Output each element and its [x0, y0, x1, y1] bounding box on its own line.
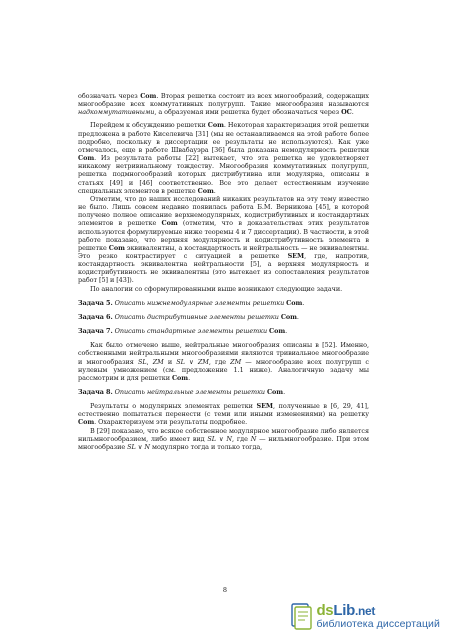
book-icon: [290, 602, 312, 630]
paragraph: Перейдем к обсуждению решетки Com. Некоторая характеризация этой решетки предложена в работе Киселевича [31] (мы не останавливаемся на этой работе более подробно, поскольку в диссертации ее результаты не используются). Как уже отмечалось, еще в работе Швабауэра [36] была доказана немодулярность решетки Com. Из результата работы [22] вытекает, что эта решетка не удовлетворяет никакому нетривиальному тождеству. Многообразия коммутативных полугрупп, решетка подмногообразий которых дистрибутивна или модулярна, описаны в статьях [49] и [46] соответственно. Все это делает естественным изучение специальных элементов в решетке Com.: [78, 121, 369, 195]
task-statement: Задача 6. Описать дистрибутивные элементы решетки Com.: [78, 312, 299, 321]
paragraph: обозначать через Com. Вторая решетка состоит из всех многообразий, содержащих многообразие всех коммутативных полугрупп. Такие многообразия называются надкоммутативными, а образуемая ими решетка будет обозначаться через OC.: [78, 92, 369, 117]
task-statement: Задача 8. Описать нейтральные элементы решетки Com.: [78, 388, 286, 396]
document-body: [78, 92, 369, 451]
paragraph: Результаты о модулярных элементах решетки SEM, полученные в [6, 29, 41], естественно попытаться перенести (с теми или иными изменениями) на решетку Com. Охарактеризуем эти результаты подробнее.: [78, 402, 369, 427]
task-statement: Задача 5. Описать нижнемодулярные элементы решетки Com.: [78, 298, 305, 307]
watermark-brand: dsLib.net: [316, 601, 376, 619]
watermark-logo[interactable]: [290, 602, 440, 630]
paragraph: Отметим, что до наших исследований никаких результатов на эту тему известно не было. Лишь совсем недавно появилась работа Б.М. Верникова [45], в которой получено полное описание верхнемодулярных, кодистрибутивных и костандартных элементов в решетке Com (отметим, что в доказательствах этих результатов используются формулируемые ниже теоремы 4 и 7 диссертации). В частности, в этой работе показано, что верхняя модулярность и кодистрибутивность элемента в решетке Com эквивалентны, а костандартность и нейтральность — не эквивалентны. Это резко контрастирует с ситуацией в решетке SEM, где, напротив, костандартность эквивалентна нейтральности [5], а верхняя модулярность и кодистрибутивность не эквивалентны (это вытекает из сопоставления результатов работ [5] и [43]).: [78, 194, 370, 285]
paragraph: По аналогии со сформулированными выше возникают следующие задачи.: [90, 284, 343, 293]
watermark-tagline: библиотека диссертаций: [316, 617, 440, 630]
paragraph: Как было отмечено выше, нейтральные многообразия описаны в [52]. Именно, собственными нейтральными многообразиями являются тривиальное многообразие и многообразия SL, ZM и SL ∨ ZM, где ZM — многообразие всех полугрупп с нулевым умножением (см. предложение 1.1 ниже). Аналогичную задачу мы рассмотрим и для решетки Com.: [78, 341, 369, 382]
paragraph: В [29] показано, что всякое собственное модулярное многообразие либо является нильмногообразием, либо имеет вид SL ∨ N, где N — нильмногообразие. При этом многообразие SL ∨ N модулярно тогда и только тогда,: [78, 426, 369, 451]
task-statement: Задача 7. Описать стандартные элементы решетки Com.: [78, 327, 288, 336]
page-number: 8: [222, 586, 228, 594]
